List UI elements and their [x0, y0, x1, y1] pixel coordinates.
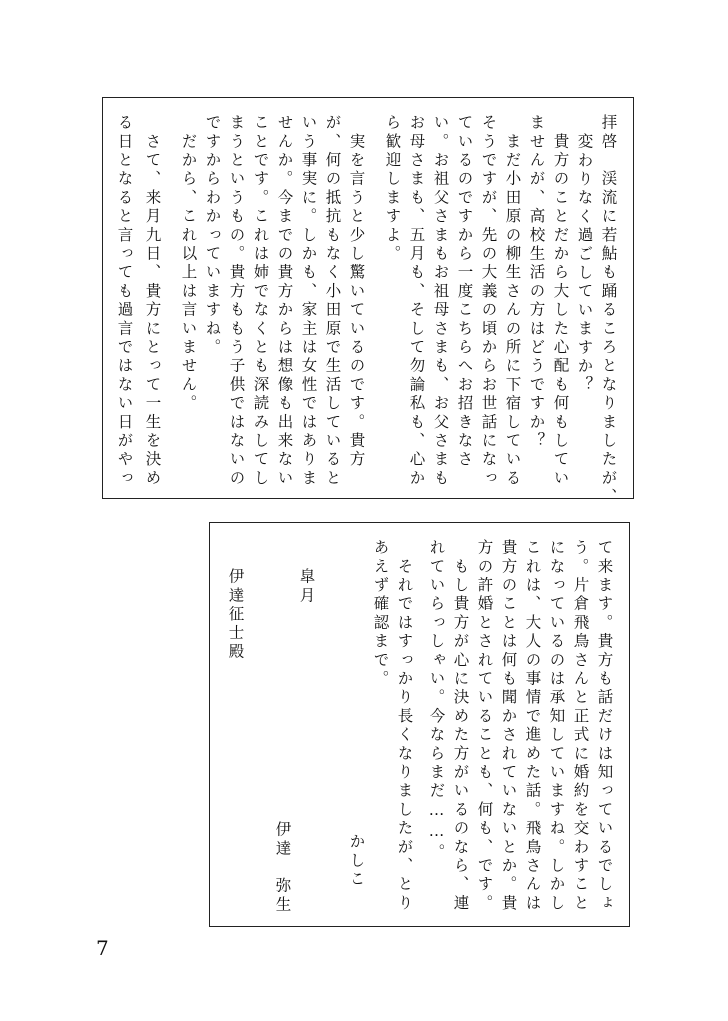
- letter-addressee: 伊達征士殿: [226, 568, 245, 662]
- text-column: ているのですから一度こちらへお招きなさ: [455, 114, 474, 470]
- text-column: それではすっかり長くなりましたが、とり: [395, 539, 414, 913]
- text-column: まだ小田原の柳生さんの所に下宿している: [503, 114, 522, 488]
- letter-box-part1: [102, 97, 634, 507]
- text-column: そうですが、先の大義の頃からお世話になっ: [479, 114, 498, 488]
- letter-box-part2: [209, 522, 630, 927]
- text-column: 拝啓 渓流に若鮎も踊るころとなりましたが、: [599, 114, 618, 507]
- text-column: ら歓迎しますよ。: [383, 114, 402, 264]
- text-column: 変わりなく過ごしていますか？: [575, 133, 594, 395]
- text-column: が、何の抵抗もなく小田原で生活していると: [323, 114, 342, 488]
- text-column: 実を言うと少し驚いているのです。貴方: [347, 114, 366, 470]
- text-column: これは、大人の事情で進めた話。飛鳥さんは: [523, 539, 542, 913]
- letter-date: 皐月: [297, 568, 316, 606]
- text-column: 方の許婚とされていることも、何も、です。: [475, 539, 494, 913]
- text-column: さて、来月九日、貴方にとって一生を決め: [143, 114, 162, 488]
- text-column: ませんが、高校生活の方はどうですか？: [527, 114, 546, 451]
- text-column: れていらっしゃい。今ならまだ……。: [427, 539, 446, 862]
- text-column: になっているのは承知していますね。しかし: [547, 539, 566, 913]
- text-column: お母さまも、五月も、そして勿論私も、心か: [407, 114, 426, 488]
- text-column: だから、これ以上は言いません。: [179, 114, 198, 414]
- text-column: 貴方のことだから大した心配も何もしてい: [551, 114, 570, 488]
- text-column: う。片倉飛鳥さんと正式に婚約を交わすこと: [571, 539, 590, 913]
- text-column: ことです。これは姉でなくとも深読みしてし: [251, 114, 270, 488]
- text-column: ですからわかっていますね。: [203, 114, 222, 358]
- text-column: まうというもの。貴方ももう子供ではないの: [227, 114, 246, 488]
- text-column: い。お祖父さまもお祖母さまも、お父さまも: [431, 114, 450, 488]
- text-column: 貴方のことは何も聞かされていないとか。貴: [499, 539, 518, 913]
- letter-sender: 伊達 弥生: [273, 821, 292, 915]
- text-column: いう事実に。しかも、家主は女性ではありま: [299, 114, 318, 488]
- text-column: せんか。今までの貴方からは想像も出来ない: [275, 114, 294, 488]
- page-number: 7: [96, 936, 109, 960]
- letter-closing: かしこ: [347, 833, 366, 890]
- text-column: もし貴方が心に決めた方がいるのなら、連: [451, 539, 470, 913]
- text-column: る日となると言っても過言ではない日がやっ: [115, 114, 134, 488]
- text-column: あえず確認まで。: [371, 539, 390, 689]
- text-column: て来ます。貴方も話だけは知っているでしょ: [595, 539, 614, 913]
